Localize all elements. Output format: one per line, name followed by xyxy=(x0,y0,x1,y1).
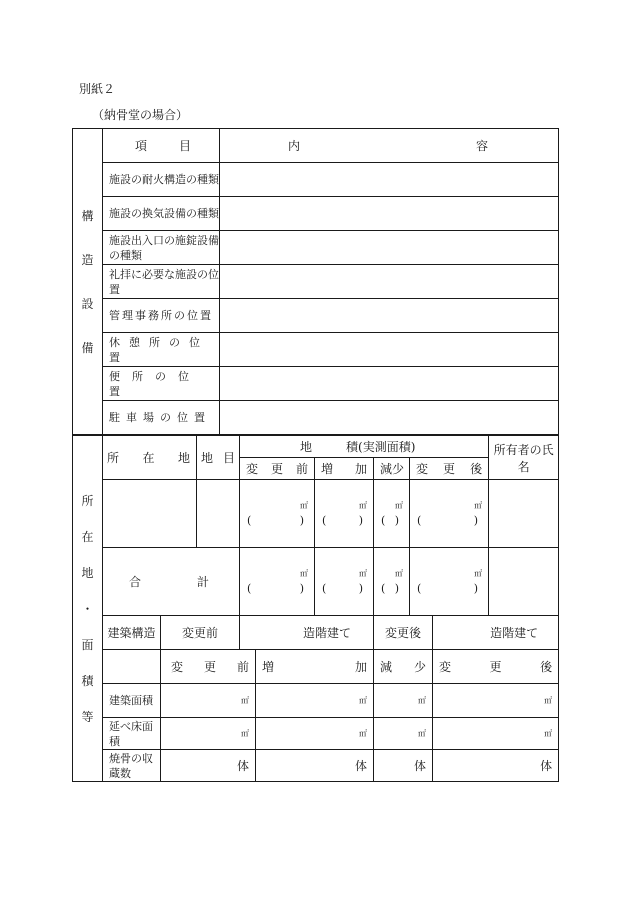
structure-section-label: 構 造 設 備 xyxy=(73,129,103,435)
total-increase[interactable]: ㎡ ( ) xyxy=(315,548,374,616)
case-note: （納骨堂の場合） xyxy=(92,108,189,122)
building-before-header: 変 更 前 xyxy=(161,650,256,684)
building-structure-label: 建築構造 xyxy=(103,616,161,650)
building-after-label: 変更後 xyxy=(374,616,433,650)
building-after-floors[interactable]: 造階建て xyxy=(433,616,559,650)
content-input[interactable] xyxy=(220,197,559,231)
location-header: 所 在 地 xyxy=(103,436,197,480)
location-input[interactable] xyxy=(103,480,197,548)
building-area-label: 建築面積 xyxy=(103,684,161,718)
floor-area-label: 延べ床面積 xyxy=(103,718,161,750)
area-after-header: 変 更 後 xyxy=(410,458,489,480)
item-header: 項 目 xyxy=(103,129,220,163)
content-input[interactable] xyxy=(220,367,559,401)
item-fireproof: 施設の耐火構造の種類 xyxy=(103,163,220,197)
content-input[interactable] xyxy=(220,231,559,265)
building-before-floors[interactable]: 造階建て xyxy=(240,616,374,650)
content-input[interactable] xyxy=(220,333,559,367)
building-increase-header: 増 加 xyxy=(256,650,374,684)
area-increase-input[interactable]: ㎡ ( ) xyxy=(315,480,374,548)
area-before-input[interactable]: ㎡ ( ) xyxy=(240,480,315,548)
building-area-before[interactable]: ㎡ xyxy=(161,684,256,718)
attachment-number: 別紙２ xyxy=(79,82,116,96)
structure-table xyxy=(72,128,559,435)
building-area-increase[interactable]: ㎡ xyxy=(256,684,374,718)
total-decrease[interactable]: ㎡ ( ) xyxy=(374,548,410,616)
item-office: 管理事務所の位置 xyxy=(103,299,220,333)
content-input[interactable] xyxy=(220,401,559,435)
floor-area-after[interactable]: ㎡ xyxy=(433,718,559,750)
total-before[interactable]: ㎡ ( ) xyxy=(240,548,315,616)
content-input[interactable] xyxy=(220,265,559,299)
building-before-label: 変更前 xyxy=(161,616,240,650)
building-area-after[interactable]: ㎡ xyxy=(433,684,559,718)
area-after-input[interactable]: ㎡ ( ) xyxy=(410,480,489,548)
content-header: 内 容 xyxy=(220,129,559,163)
floor-area-decrease[interactable]: ㎡ xyxy=(374,718,433,750)
urn-count-increase[interactable]: 体 xyxy=(256,750,374,782)
building-after-header: 変 更 後 xyxy=(433,650,559,684)
item-parking: 駐車場の位置 xyxy=(103,401,220,435)
location-table xyxy=(72,435,559,782)
building-blank-header xyxy=(103,650,161,684)
content-input[interactable] xyxy=(220,299,559,333)
item-rest: 休憩所の位置 xyxy=(103,333,220,367)
area-before-header: 変 更 前 xyxy=(240,458,315,480)
owner-header: 所有者の氏名 xyxy=(489,436,559,480)
item-lock: 施設出入口の施錠設備の種類 xyxy=(103,231,220,265)
urn-count-before[interactable]: 体 xyxy=(161,750,256,782)
content-input[interactable] xyxy=(220,163,559,197)
total-owner xyxy=(489,548,559,616)
location-section-label: 所 在 地 ・ 面 積 等 xyxy=(73,436,103,782)
area-header: 地 積(実測面積) xyxy=(240,436,489,458)
building-decrease-header: 減 少 xyxy=(374,650,433,684)
urn-count-decrease[interactable]: 体 xyxy=(374,750,433,782)
item-ventilation: 施設の換気設備の種類 xyxy=(103,197,220,231)
item-toilet: 便所の位置 xyxy=(103,367,220,401)
building-area-decrease[interactable]: ㎡ xyxy=(374,684,433,718)
landtype-header: 地 目 xyxy=(197,436,240,480)
urn-count-label: 焼骨の収蔵数 xyxy=(103,750,161,782)
area-increase-header: 増 加 xyxy=(315,458,374,480)
area-decrease-input[interactable]: ㎡ ( ) xyxy=(374,480,410,548)
total-after[interactable]: ㎡ ( ) xyxy=(410,548,489,616)
floor-area-before[interactable]: ㎡ xyxy=(161,718,256,750)
owner-input[interactable] xyxy=(489,480,559,548)
area-decrease-header: 減 少 xyxy=(374,458,410,480)
floor-area-increase[interactable]: ㎡ xyxy=(256,718,374,750)
urn-count-after[interactable]: 体 xyxy=(433,750,559,782)
item-worship: 礼拝に必要な施設の位置 xyxy=(103,265,220,299)
landtype-input[interactable] xyxy=(197,480,240,548)
total-label: 合 計 xyxy=(103,548,240,616)
